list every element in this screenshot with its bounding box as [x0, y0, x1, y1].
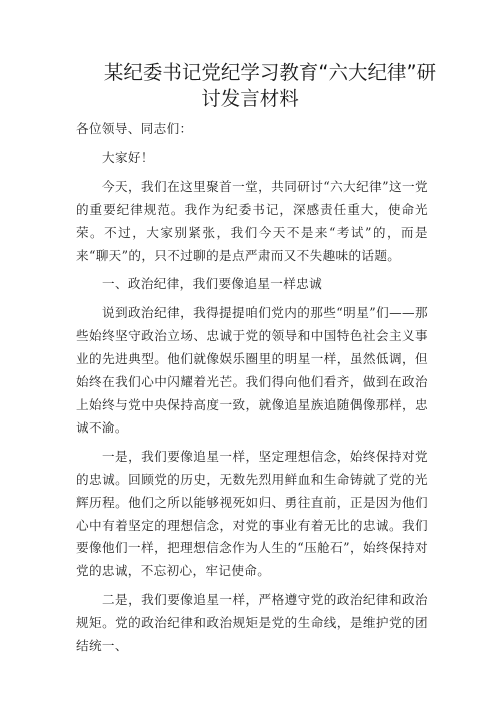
document-body	[76, 118, 428, 658]
paragraph-point-one: 一是，我们要像追星一样，坚定理想信念，始终保持对党的忠诚。回顾党的历史，无数先烈用鲜血和生命铸就了党的光辉历程。他们之所以能够视死如归、勇往直前，正是因为他们心中有着坚定的理想信念，对党的事业有着无比的忠诚。我们要像他们一样，把理想信念作为人生的“压舱石”，始终保持对党的忠诚，不忘初心，牢记使命。	[76, 448, 428, 579]
greeting: 大家好！	[102, 149, 154, 165]
title-line-2: 讨发言材料	[201, 87, 299, 110]
salutation: 各位领导、同志们：	[76, 121, 193, 136]
paragraph-point-two: 二是，我们要像追星一样，严格遵守党的政治纪律和政治规矩。党的政治纪律和政治规矩是党的生命线，是维护党的团结统一、	[76, 592, 428, 654]
title-line-1: 某纪委书记党纪学习教育“六大纪律”研	[103, 61, 437, 84]
section-heading-political-discipline: 一、政治纪律，我们要像追星一样忠诚	[102, 276, 323, 292]
paragraph-intro: 今天，我们在这里聚首一堂，共同研讨“六大纪律”这一党的重要纪律规范。我作为纪委书记，深感责任重大，使命光荣。不过，大家别紧张，我们今天不是来“考试”的，而是来“聊天”的，只不过聊的是点严肃而又不失趣味的话题。	[76, 178, 428, 263]
paragraph-political-discipline: 说到政治纪律，我得提提咱们党内的那些“明星”们——那些始终坚守政治立场、忠诚于党的领导和中国特色社会主义事业的先进典型。他们就像娱乐圈里的明星一样，虽然低调，但始终在我们心中闪耀着光芒。我们得向他们看齐，做到在政治上始终与党中央保持高度一致，就像追星族追随偶像那样，忠诚不渝。	[76, 305, 428, 435]
document-title	[0, 60, 500, 112]
